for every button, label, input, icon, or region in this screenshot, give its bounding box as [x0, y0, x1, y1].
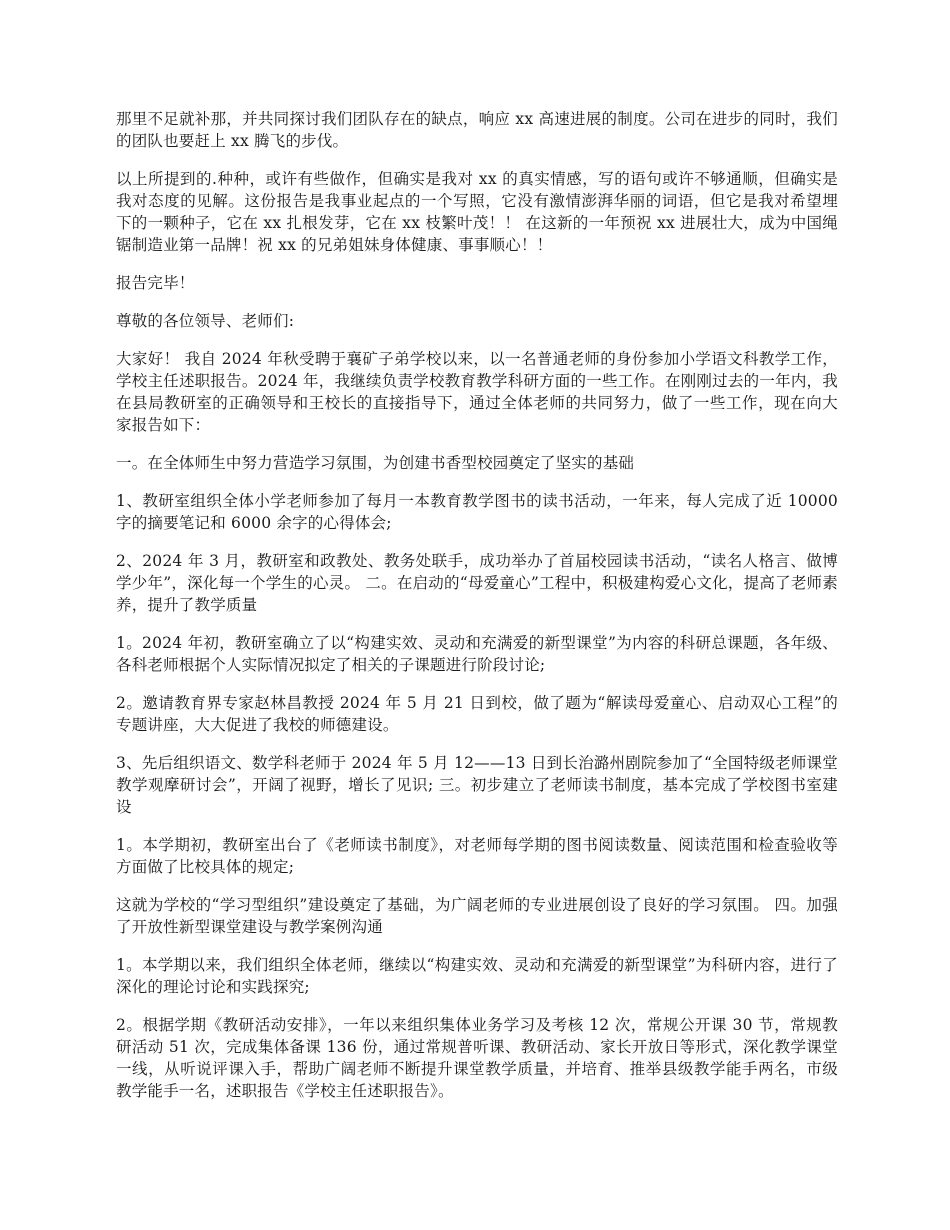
paragraph: 2。邀请教育界专家赵林昌教授 2024 年 5 月 21 日到校，做了题为“解读母爱童心、启动双心工程”的专题讲座，大大促进了我校的师德建设。	[116, 694, 838, 734]
document-body	[116, 108, 838, 1118]
paragraph: 3、先后组织语文、数学科老师于 2024 年 5 月 12——13 日到长治潞州剧院参加了“全国特级老师课堂教学观摩研讨会”，开阔了视野，增长了见识; 三。初步建立了老师读书制度，基本完成了学校图书室建设	[116, 754, 838, 816]
paragraph: 大家好！ 我自 2024 年秋受聘于襄矿子弟学校以来，以一名普通老师的身份参加小学语文科教学工作，学校主任述职报告。2024 年，我继续负责学校教育教学科研方面的一些工作。在刚刚过去的一年内，我在县局教研室的正确领导和王校长的直接指导下，通过全体老师的共同努力，做了一些工作，现在向大家报告如下：	[116, 350, 838, 434]
paragraph: 1、教研室组织全体小学老师参加了每月一本教育教学图书的读书活动，一年来，每人完成了近 10000 字的摘要笔记和 6000 余字的心得体会;	[116, 492, 838, 532]
closing-line: 报告完毕！	[116, 274, 195, 292]
paragraph: 那里不足就补那，并共同探讨我们团队存在的缺点，响应 xx 高速进展的制度。公司在进步的同时，我们的团队也要赶上 xx 腾飞的步伐。	[116, 110, 838, 150]
paragraph: 以上所提到的.种种，或许有些做作，但确实是我对 xx 的真实情感，写的语句或许不够通顺，但确实是我对态度的见解。这份报告是我事业起点的一个写照，它没有激情澎湃华丽的词语，但它是我对希望埋下的一颗种子，它在 xx 扎根发芽，它在 xx 枝繁叶茂！！ 在这新的一年预祝 xx 进展壮大，成为中国绳锯制造业第一品牌！祝 xx 的兄弟姐妹身体健康、事事顺心！！	[116, 170, 838, 254]
paragraph: 1。本学期以来，我们组织全体老师，继续以“构建实效、灵动和充满爱的新型课堂”为科研内容，进行了深化的理论讨论和实践探究;	[116, 956, 838, 996]
salutation: 尊敬的各位领导、老师们:	[116, 312, 295, 330]
paragraph: 1。2024 年初，教研室确立了以“构建实效、灵动和充满爱的新型课堂”为内容的科研总课题，各年级、各科老师根据个人实际情况拟定了相关的子课题进行阶段讨论;	[116, 634, 838, 674]
paragraph: 2。根据学期《教研活动安排》，一年以来组织集体业务学习及考核 12 次，常规公开课 30 节，常规教研活动 51 次，完成集体备课 136 份，通过常规普听课、教研活动、家长开放日等形式，深化教学课堂一线，从听说评课入手，帮助广阔老师不断提升课堂教学质量，并培育、推举县级教学能手两名，市级教学能手一名，述职报告《学校主任述职报告》。	[116, 1016, 838, 1100]
section-heading: 一。在全体师生中努力营造学习氛围，为创建书香型校园奠定了坚实的基础	[116, 454, 635, 472]
paragraph: 1。本学期初，教研室出台了《老师读书制度》，对老师每学期的图书阅读数量、阅读范围和检查验收等方面做了比校具体的规定;	[116, 836, 838, 876]
paragraph: 2、2024 年 3 月，教研室和政教处、教务处联手，成功举办了首届校园读书活动，“读名人格言、做博学少年”，深化每一个学生的心灵。 二。在启动的“母爱童心”工程中，积极建构爱心文化，提高了老师素养，提升了教学质量	[116, 552, 838, 614]
paragraph: 这就为学校的“学习型组织”建设奠定了基础，为广阔老师的专业进展创设了良好的学习氛围。 四。加强了开放性新型课堂建设与教学案例沟通	[116, 896, 838, 936]
